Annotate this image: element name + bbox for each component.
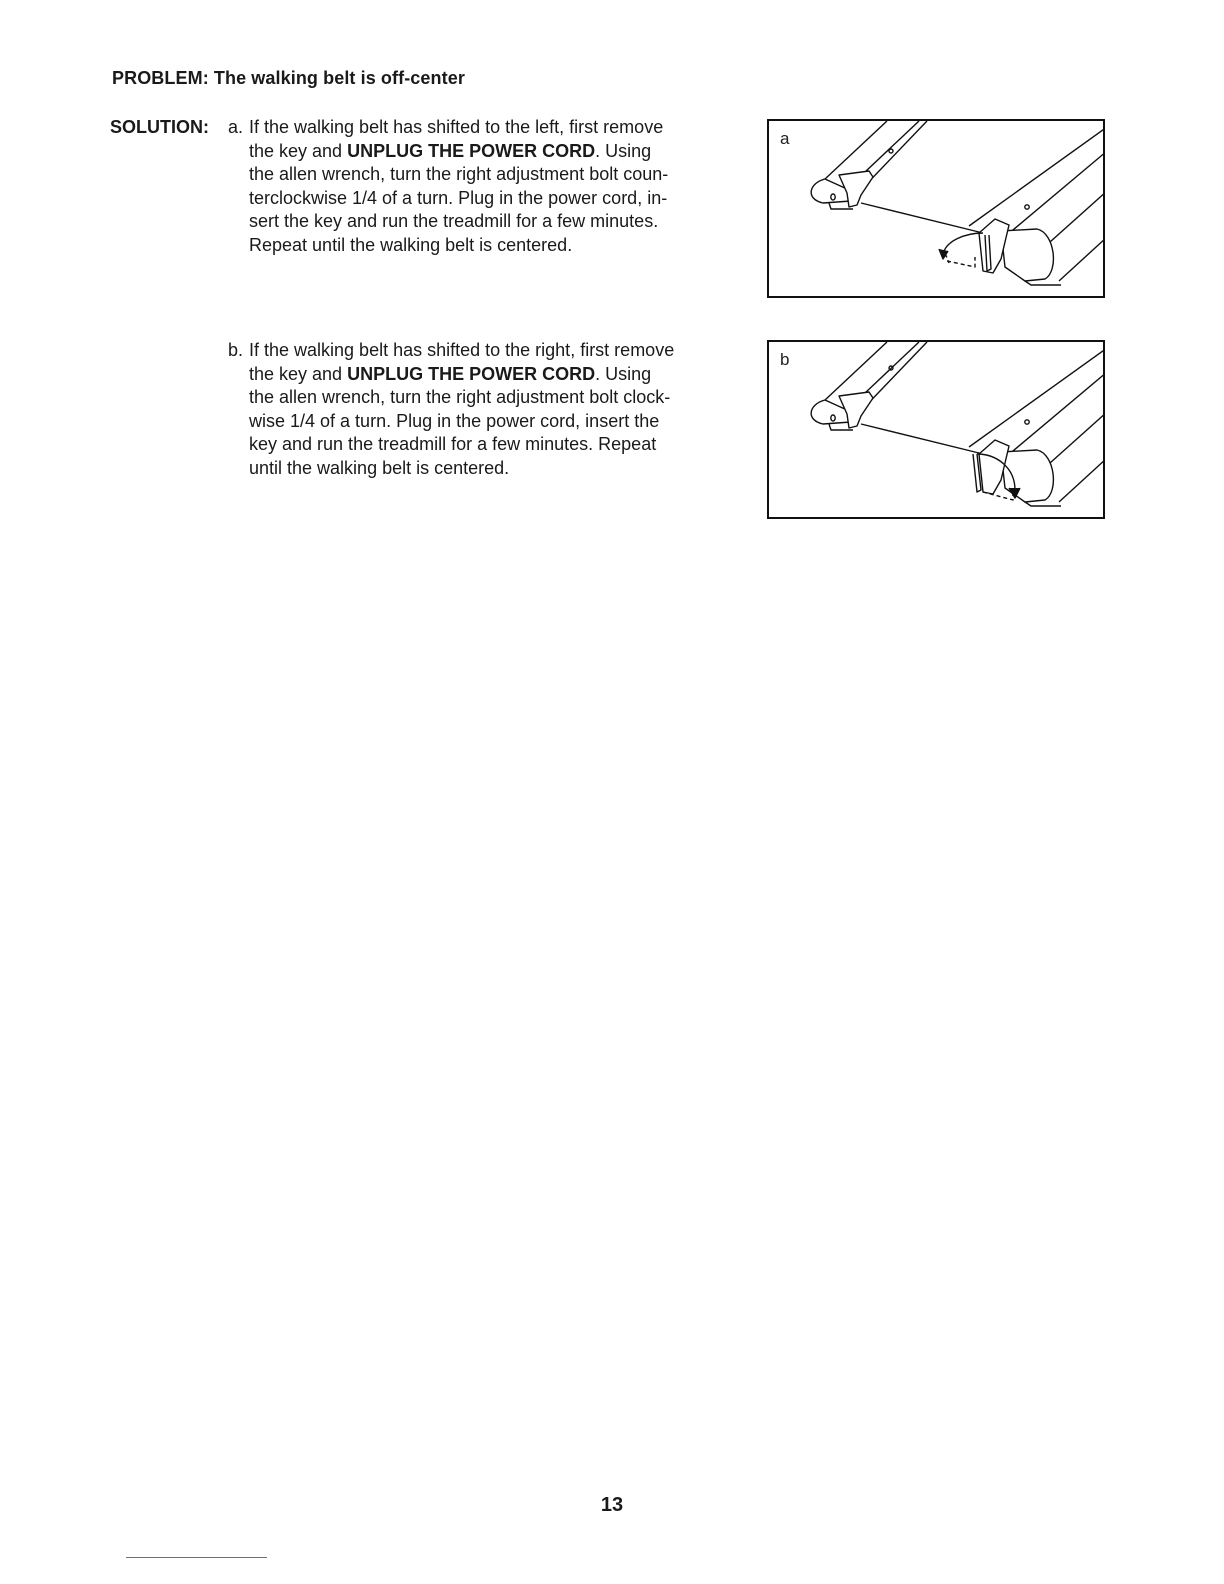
solution-label: SOLUTION: — [110, 117, 209, 137]
problem-heading: PROBLEM: The walking belt is off-center — [112, 68, 465, 88]
unplug-warning: UNPLUG THE POWER CORD — [347, 140, 596, 161]
step-letter: b. — [228, 340, 244, 360]
figure-label: b — [780, 350, 790, 369]
page-number: 13 — [600, 1494, 624, 1516]
step-letter: a. — [228, 117, 244, 137]
step-line: key and run the treadmill for a few minutes. Repeat — [249, 434, 657, 455]
figure-a-treadmill-counterclockwise — [767, 119, 1105, 298]
solution-step-b — [228, 339, 749, 481]
figure-label: a — [780, 129, 790, 148]
step-line: Repeat until the walking belt is centered. — [249, 234, 573, 255]
step-line: the key and UNPLUG THE POWER CORD. Using — [249, 363, 652, 384]
treadmill-deck-illustration — [769, 342, 1105, 519]
step-line: until the walking belt is centered. — [249, 457, 510, 478]
step-line: wise 1/4 of a turn. Plug in the power cord, insert the — [249, 410, 660, 431]
step-line: sert the key and run the treadmill for a few minutes. — [249, 211, 659, 232]
footer-rule — [126, 1557, 267, 1558]
unplug-warning: UNPLUG THE POWER CORD — [347, 363, 596, 384]
solution-step-a — [228, 116, 749, 258]
step-line: terclockwise 1/4 of a turn. Plug in the power cord, in- — [249, 187, 668, 208]
treadmill-deck-illustration — [769, 121, 1105, 298]
step-line: If the walking belt has shifted to the left, first remove — [249, 117, 664, 137]
figure-b-treadmill-clockwise — [767, 340, 1105, 519]
step-line: the key and UNPLUG THE POWER CORD. Using — [249, 140, 652, 161]
step-line: the allen wrench, turn the right adjustment bolt clock- — [249, 387, 671, 408]
step-line: the allen wrench, turn the right adjustment bolt coun- — [249, 164, 669, 185]
step-line: If the walking belt has shifted to the right, first remove — [249, 340, 675, 360]
